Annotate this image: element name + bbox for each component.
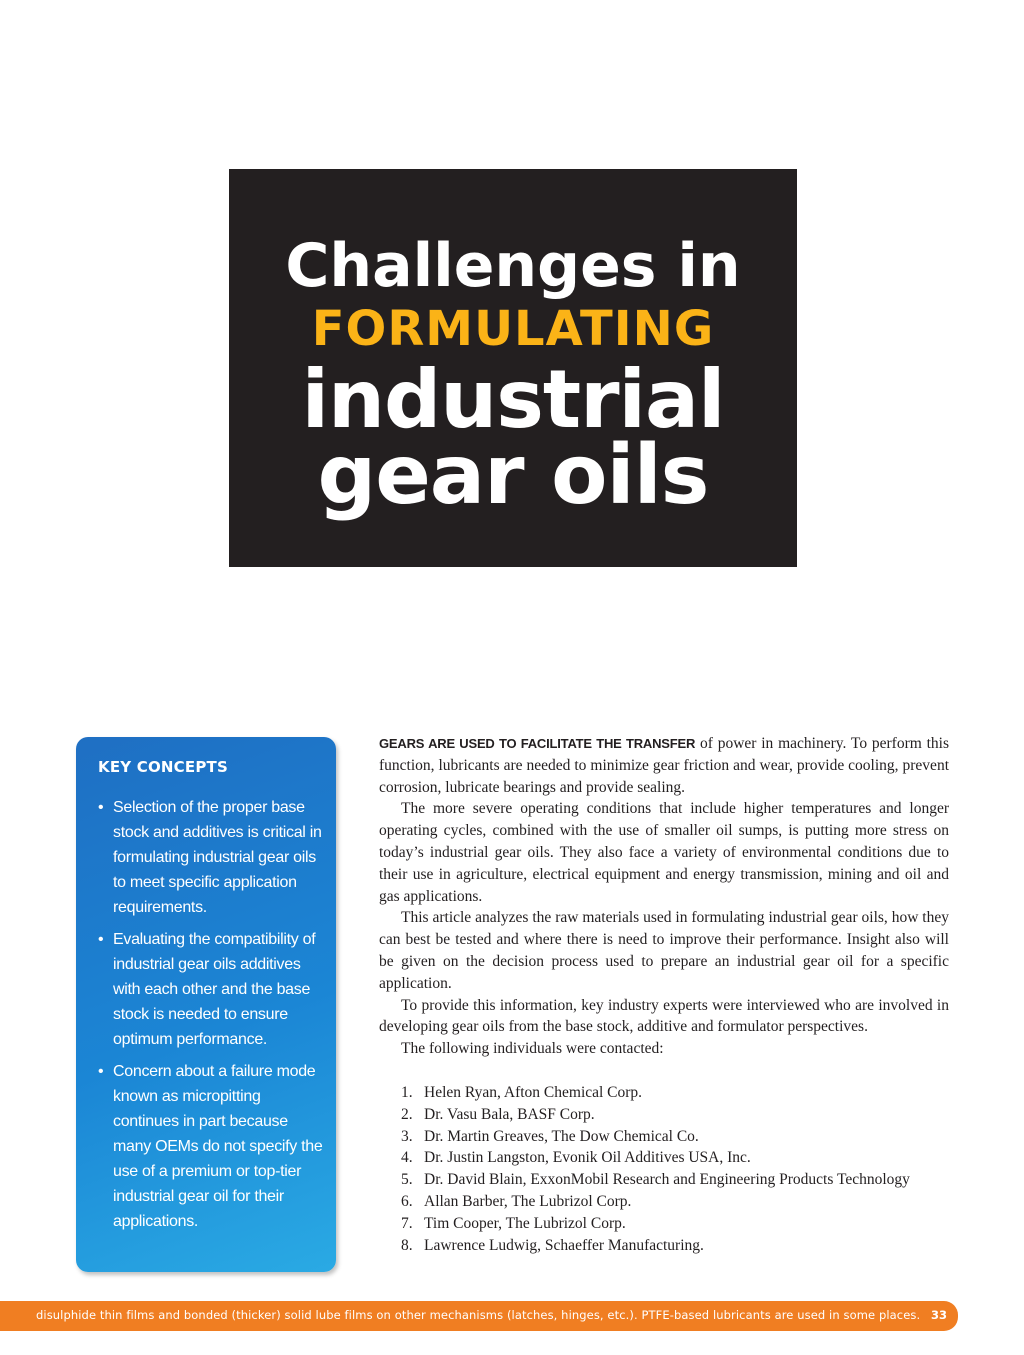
contact-item	[379, 1213, 949, 1235]
contact-item	[379, 1082, 949, 1104]
title-panel	[229, 169, 797, 567]
title-line-3: industrial	[301, 353, 725, 446]
contacts-list	[379, 1082, 949, 1256]
contact-name: Dr. David Blain, ExxonMobil Research and Engineering Products Technology	[424, 1171, 910, 1189]
key-concepts-heading: KEY CONCEPTS	[98, 758, 228, 776]
contact-number: 8.	[401, 1236, 413, 1254]
contact-item	[379, 1126, 949, 1148]
contact-number: 5.	[401, 1171, 413, 1189]
article-body	[379, 733, 949, 1256]
contact-name: Allan Barber, The Lubrizol Corp.	[424, 1192, 632, 1210]
title-line-2: FORMULATING	[311, 301, 715, 357]
key-concept-item: • Selection of the proper base stock and additives is critical in formulating industrial gear oils to meet specific application requirements.	[98, 795, 323, 920]
contact-item	[379, 1104, 949, 1126]
contact-item	[379, 1191, 949, 1213]
article-paragraph-4: To provide this information, key industry experts were interviewed who are involved in developing gear oils from the base stock, additive and formulator perspectives.	[379, 996, 949, 1036]
contact-item	[379, 1235, 949, 1257]
contact-number: 7.	[401, 1214, 413, 1232]
article-paragraph-1	[379, 733, 949, 798]
title-line-1: Challenges in	[285, 231, 741, 301]
contact-name: Dr. Justin Langston, Evonik Oil Additives USA, Inc.	[424, 1149, 751, 1167]
contact-number: 1.	[401, 1083, 413, 1101]
contact-item	[379, 1169, 949, 1191]
article-paragraph-5: The following individuals were contacted:	[401, 1040, 664, 1058]
contact-name: Dr. Martin Greaves, The Dow Chemical Co.	[424, 1127, 699, 1145]
contact-name: Helen Ryan, Afton Chemical Corp.	[424, 1083, 643, 1101]
article-lead-in: GEARS ARE USED TO FACILITATE THE TRANSFER	[379, 736, 696, 751]
article-paragraph-2: The more severe operating conditions that include higher temperatures and longer operating cycles, combined with the use of smaller oil sumps, is putting more stress on today’s industrial gear oils. They also face a variety of environmental conditions due to their use in agriculture, electrical equipment and energy transmission, mining and oil and gas applications.	[379, 800, 949, 905]
contact-number: 6.	[401, 1192, 413, 1210]
contact-name: Lawrence Ludwig, Schaeffer Manufacturing.	[424, 1236, 704, 1254]
key-concept-item: • Concern about a failure mode known as micropitting continues in part because many OEMs do not specify the use of a premium or top-tier industrial gear oil for their applications.	[98, 1059, 323, 1234]
key-concepts-box	[76, 737, 336, 1272]
contact-name: Dr. Vasu Bala, BASF Corp.	[424, 1105, 595, 1123]
contact-item	[379, 1147, 949, 1169]
page-footer-bar	[0, 1301, 958, 1331]
key-concepts-list	[98, 795, 323, 1241]
footer-text: disulphide thin films and bonded (thicker) solid lube films on other mechanisms (latches, hinges, etc.). PTFE-based lubricants are used in some places.	[36, 1308, 921, 1322]
contact-number: 3.	[401, 1127, 413, 1145]
title-line-4: gear oils	[317, 428, 709, 523]
article-paragraph-1-text: of power in machinery. To perform this function, lubricants are needed to minimize gear friction and wear, provide cooling, prevent corrosion, lubricate bearings and provide sealing.	[379, 735, 949, 796]
key-concept-item: • Evaluating the compatibility of industrial gear oils additives with each other and the base stock is needed to ensure optimum performance.	[98, 927, 323, 1052]
contact-number: 2.	[401, 1105, 413, 1123]
contact-number: 4.	[401, 1149, 413, 1167]
article-paragraph-3: This article analyzes the raw materials used in formulating industrial gear oils, how they can best be tested and where there is need to improve their performance. Insight also will be given on the decision process used to prepare an industrial gear oil for a specific application.	[379, 909, 949, 992]
contact-name: Tim Cooper, The Lubrizol Corp.	[424, 1214, 626, 1232]
page-number: 33	[930, 1308, 947, 1322]
